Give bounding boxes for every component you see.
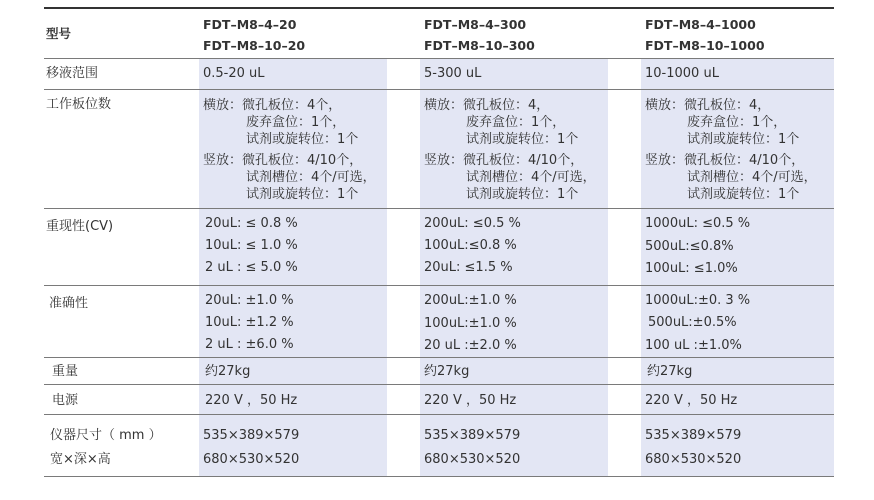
row-rule xyxy=(44,414,834,415)
cell-positions-line: 废弃盒位：1个， xyxy=(246,115,346,130)
row-label-power: 电源 xyxy=(52,393,79,408)
header-label: 型号 xyxy=(46,26,72,41)
cell-cv-line: 500uL:≤0.8% xyxy=(645,239,734,254)
cell-accuracy-line: 100 uL :±1.0% xyxy=(645,338,742,353)
cell-weight: 约27kg xyxy=(424,364,470,379)
cell-positions-line: 试剂槽位：4个/可选， xyxy=(687,170,817,185)
model-name: FDT–M8–10–1000 xyxy=(645,38,765,53)
table-bottom-rule xyxy=(44,476,834,477)
row-label-range: 移液范围 xyxy=(46,66,99,81)
cell-positions-line: 竖放：微孔板位：4/10个， xyxy=(424,153,584,168)
cell-dimensions-line: 535×389×579 xyxy=(424,428,521,443)
model-name: FDT–M8–4–300 xyxy=(424,17,527,32)
cell-accuracy-line: 100uL:±1.0 % xyxy=(424,316,517,331)
cell-positions-line: 废弃盒位：1个， xyxy=(687,115,787,130)
row-rule xyxy=(44,285,834,286)
cell-positions-line: 横放：微孔板位：4， xyxy=(424,98,550,113)
cell-range: 5-300 uL xyxy=(424,66,482,81)
row-label-positions: 工作板位数 xyxy=(46,97,112,112)
model-name: FDT–M8–4–20 xyxy=(203,17,297,32)
cell-dimensions-line: 680×530×520 xyxy=(203,452,300,467)
row-rule xyxy=(44,384,834,385)
row-rule xyxy=(44,58,834,59)
cell-positions-line: 横放：微孔板位：4个， xyxy=(203,98,342,113)
row-rule xyxy=(44,89,834,90)
cell-dimensions-line: 680×530×520 xyxy=(645,452,742,467)
cell-range: 0.5-20 uL xyxy=(203,66,265,81)
cell-cv-line: 100uL: ≤1.0% xyxy=(645,261,738,276)
cell-cv-line: 200uL: ≤0.5 % xyxy=(424,216,521,231)
cell-accuracy-line: 2 uL : ±6.0 % xyxy=(205,337,294,352)
cell-positions-line: 试剂或旋转位：1个 xyxy=(687,132,800,147)
cell-accuracy-line: 1000uL:±0. 3 % xyxy=(645,293,751,308)
cell-accuracy-line: 20uL: ±1.0 % xyxy=(205,293,294,308)
cell-positions-line: 试剂或旋转位：1个 xyxy=(687,187,800,202)
cell-cv-line: 100uL:≤0.8 % xyxy=(424,238,517,253)
row-label-dimensions: 仪器尺寸（ mm ） xyxy=(50,428,162,443)
cell-positions-line: 废弃盒位：1个， xyxy=(466,115,566,130)
cell-positions-line: 试剂或旋转位：1个 xyxy=(466,187,579,202)
row-label-weight: 重量 xyxy=(52,364,79,379)
cell-positions-line: 竖放：微孔板位：4/10个， xyxy=(203,153,363,168)
cell-positions-line: 试剂或旋转位：1个 xyxy=(466,132,579,147)
cell-dimensions-line: 680×530×520 xyxy=(424,452,521,467)
cell-accuracy-line: 200uL:±1.0 % xyxy=(424,293,517,308)
cell-accuracy-line: 20 uL :±2.0 % xyxy=(424,338,517,353)
cell-power: 220 V ，50 Hz xyxy=(424,393,517,408)
cell-cv-line: 20uL: ≤ 0.8 % xyxy=(205,216,298,231)
cell-cv-line: 1000uL: ≤0.5 % xyxy=(645,216,751,231)
cell-power: 220 V ，50 Hz xyxy=(645,393,738,408)
cell-positions-line: 试剂或旋转位：1个 xyxy=(246,132,359,147)
cell-cv-line: 2 uL : ≤ 5.0 % xyxy=(205,260,298,275)
cell-accuracy-line: 10uL: ±1.2 % xyxy=(205,315,294,330)
cell-positions-line: 竖放：微孔板位：4/10个， xyxy=(645,153,805,168)
cell-positions-line: 横放：微孔板位：4， xyxy=(645,98,771,113)
cell-dimensions-line: 535×389×579 xyxy=(645,428,742,443)
row-label-accuracy: 准确性 xyxy=(49,296,89,311)
cell-positions-line: 试剂槽位：4个/可选， xyxy=(466,170,596,185)
model-name: FDT–M8–4–1000 xyxy=(645,17,756,32)
row-rule xyxy=(44,208,834,209)
cell-weight: 约27kg xyxy=(205,364,251,379)
row-rule xyxy=(44,357,834,358)
cell-cv-line: 10uL: ≤ 1.0 % xyxy=(205,238,298,253)
table-top-rule xyxy=(44,7,834,9)
cell-accuracy-line: 500uL:±0.5% xyxy=(648,315,737,330)
row-label-dimensions-sub: 宽×深×高 xyxy=(50,452,111,467)
model-name: FDT–M8–10–20 xyxy=(203,38,306,53)
cell-power: 220 V ，50 Hz xyxy=(205,393,298,408)
cell-weight: 约27kg xyxy=(647,364,693,379)
cell-positions-line: 试剂或旋转位：1个 xyxy=(246,187,359,202)
row-label-cv: 重现性(CV) xyxy=(46,219,114,234)
cell-dimensions-line: 535×389×579 xyxy=(203,428,300,443)
cell-cv-line: 20uL: ≤1.5 % xyxy=(424,260,513,275)
cell-positions-line: 试剂槽位：4个/可选， xyxy=(246,170,376,185)
cell-range: 10-1000 uL xyxy=(645,66,719,81)
model-name: FDT–M8–10–300 xyxy=(424,38,535,53)
